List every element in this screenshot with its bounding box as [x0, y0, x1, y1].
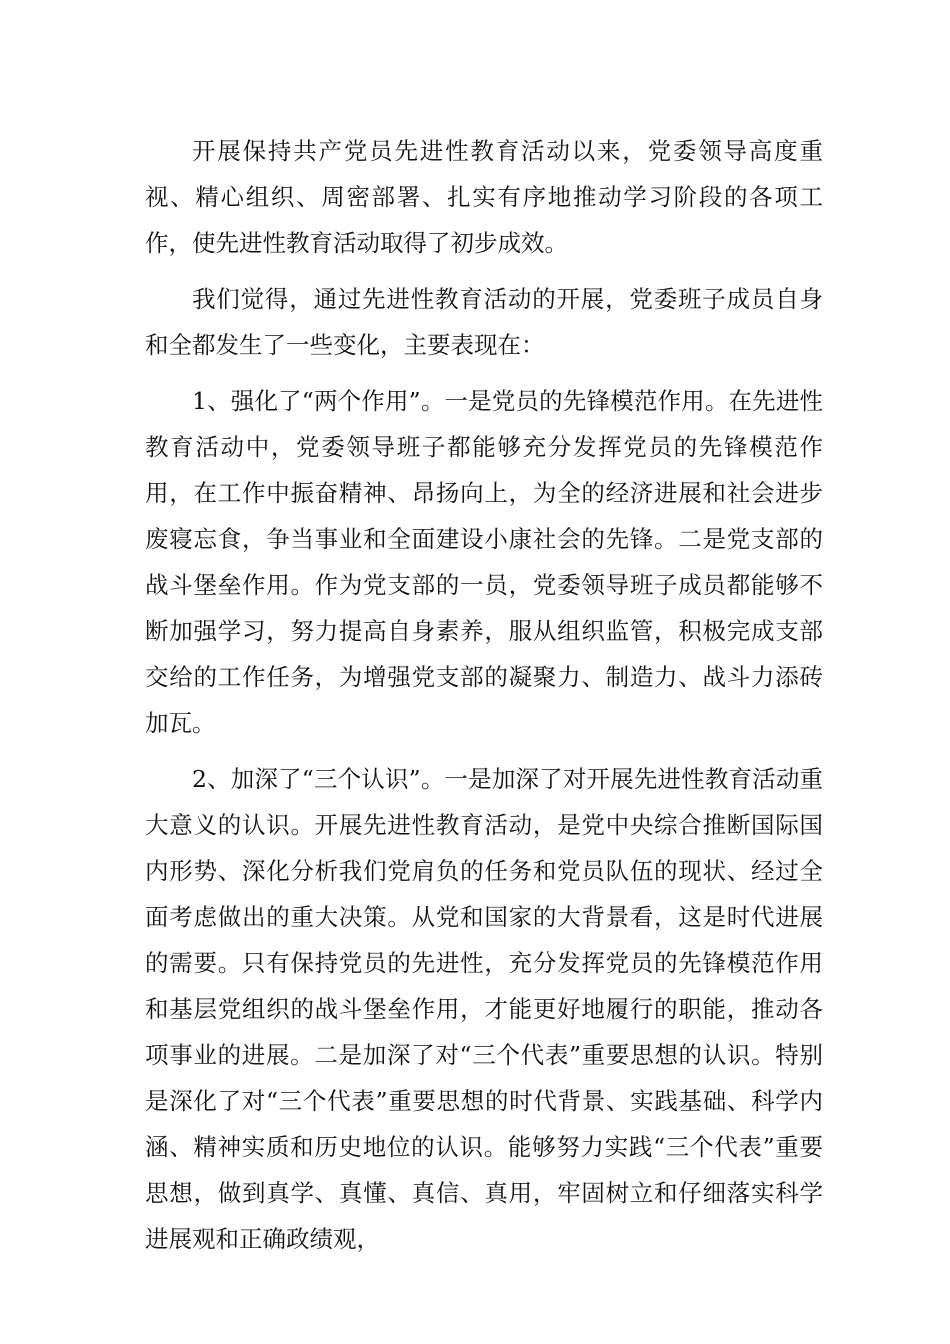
paragraph-changes: 我们觉得，通过先进性教育活动的开展，党委班子成员自身和全都发生了一些变化，主要表现在：	[145, 285, 823, 359]
paragraph-intro: 开展保持共产党员先进性教育活动以来，党委领导高度重视、精心组织、周密部署、扎实有序地推动学习阶段的各项工作，使先进性教育活动取得了初步成效。	[145, 137, 823, 257]
document-body	[145, 128, 823, 1262]
paragraph-two-roles: 1、强化了“两个作用”。一是党员的先锋模范作用。在先进性教育活动中，党委领导班子都能够充分发挥党员的先锋模范作用，在工作中振奋精神、昂扬向上，为全的经济进展和社会进步废寝忘食，争当事业和全面建设小康社会的先锋。二是党支部的战斗堡垒作用。作为党支部的一员，党委领导班子成员都能够不断加强学习，努力提高自身素养，服从组织监管，积极完成支部交给的工作任务，为增强党支部的凝聚力、制造力、战斗力添砖加瓦。	[145, 387, 823, 737]
paragraph-three-understandings: 2、加深了“三个认识”。一是加深了对开展先进性教育活动重大意义的认识。开展先进性教育活动，是党中央综合推断国际国内形势、深化分析我们党肩负的任务和党员队伍的现状、经过全面考虑做出的重大决策。从党和国家的大背景看，这是时代进展的需要。只有保持党员的先进性，充分发挥党员的先锋模范作用和基层党组织的战斗堡垒作用，才能更好地履行的职能，推动各项事业的进展。二是加深了对“三个代表”重要思想的认识。特别是深化了对“三个代表”重要思想的时代背景、实践基础、科学内涵、精神实质和历史地位的认识。能够努力实践“三个代表”重要思想，做到真学、真懂、真信、真用，牢固树立和仔细落实科学进展观和正确政绩观，	[145, 765, 823, 1253]
